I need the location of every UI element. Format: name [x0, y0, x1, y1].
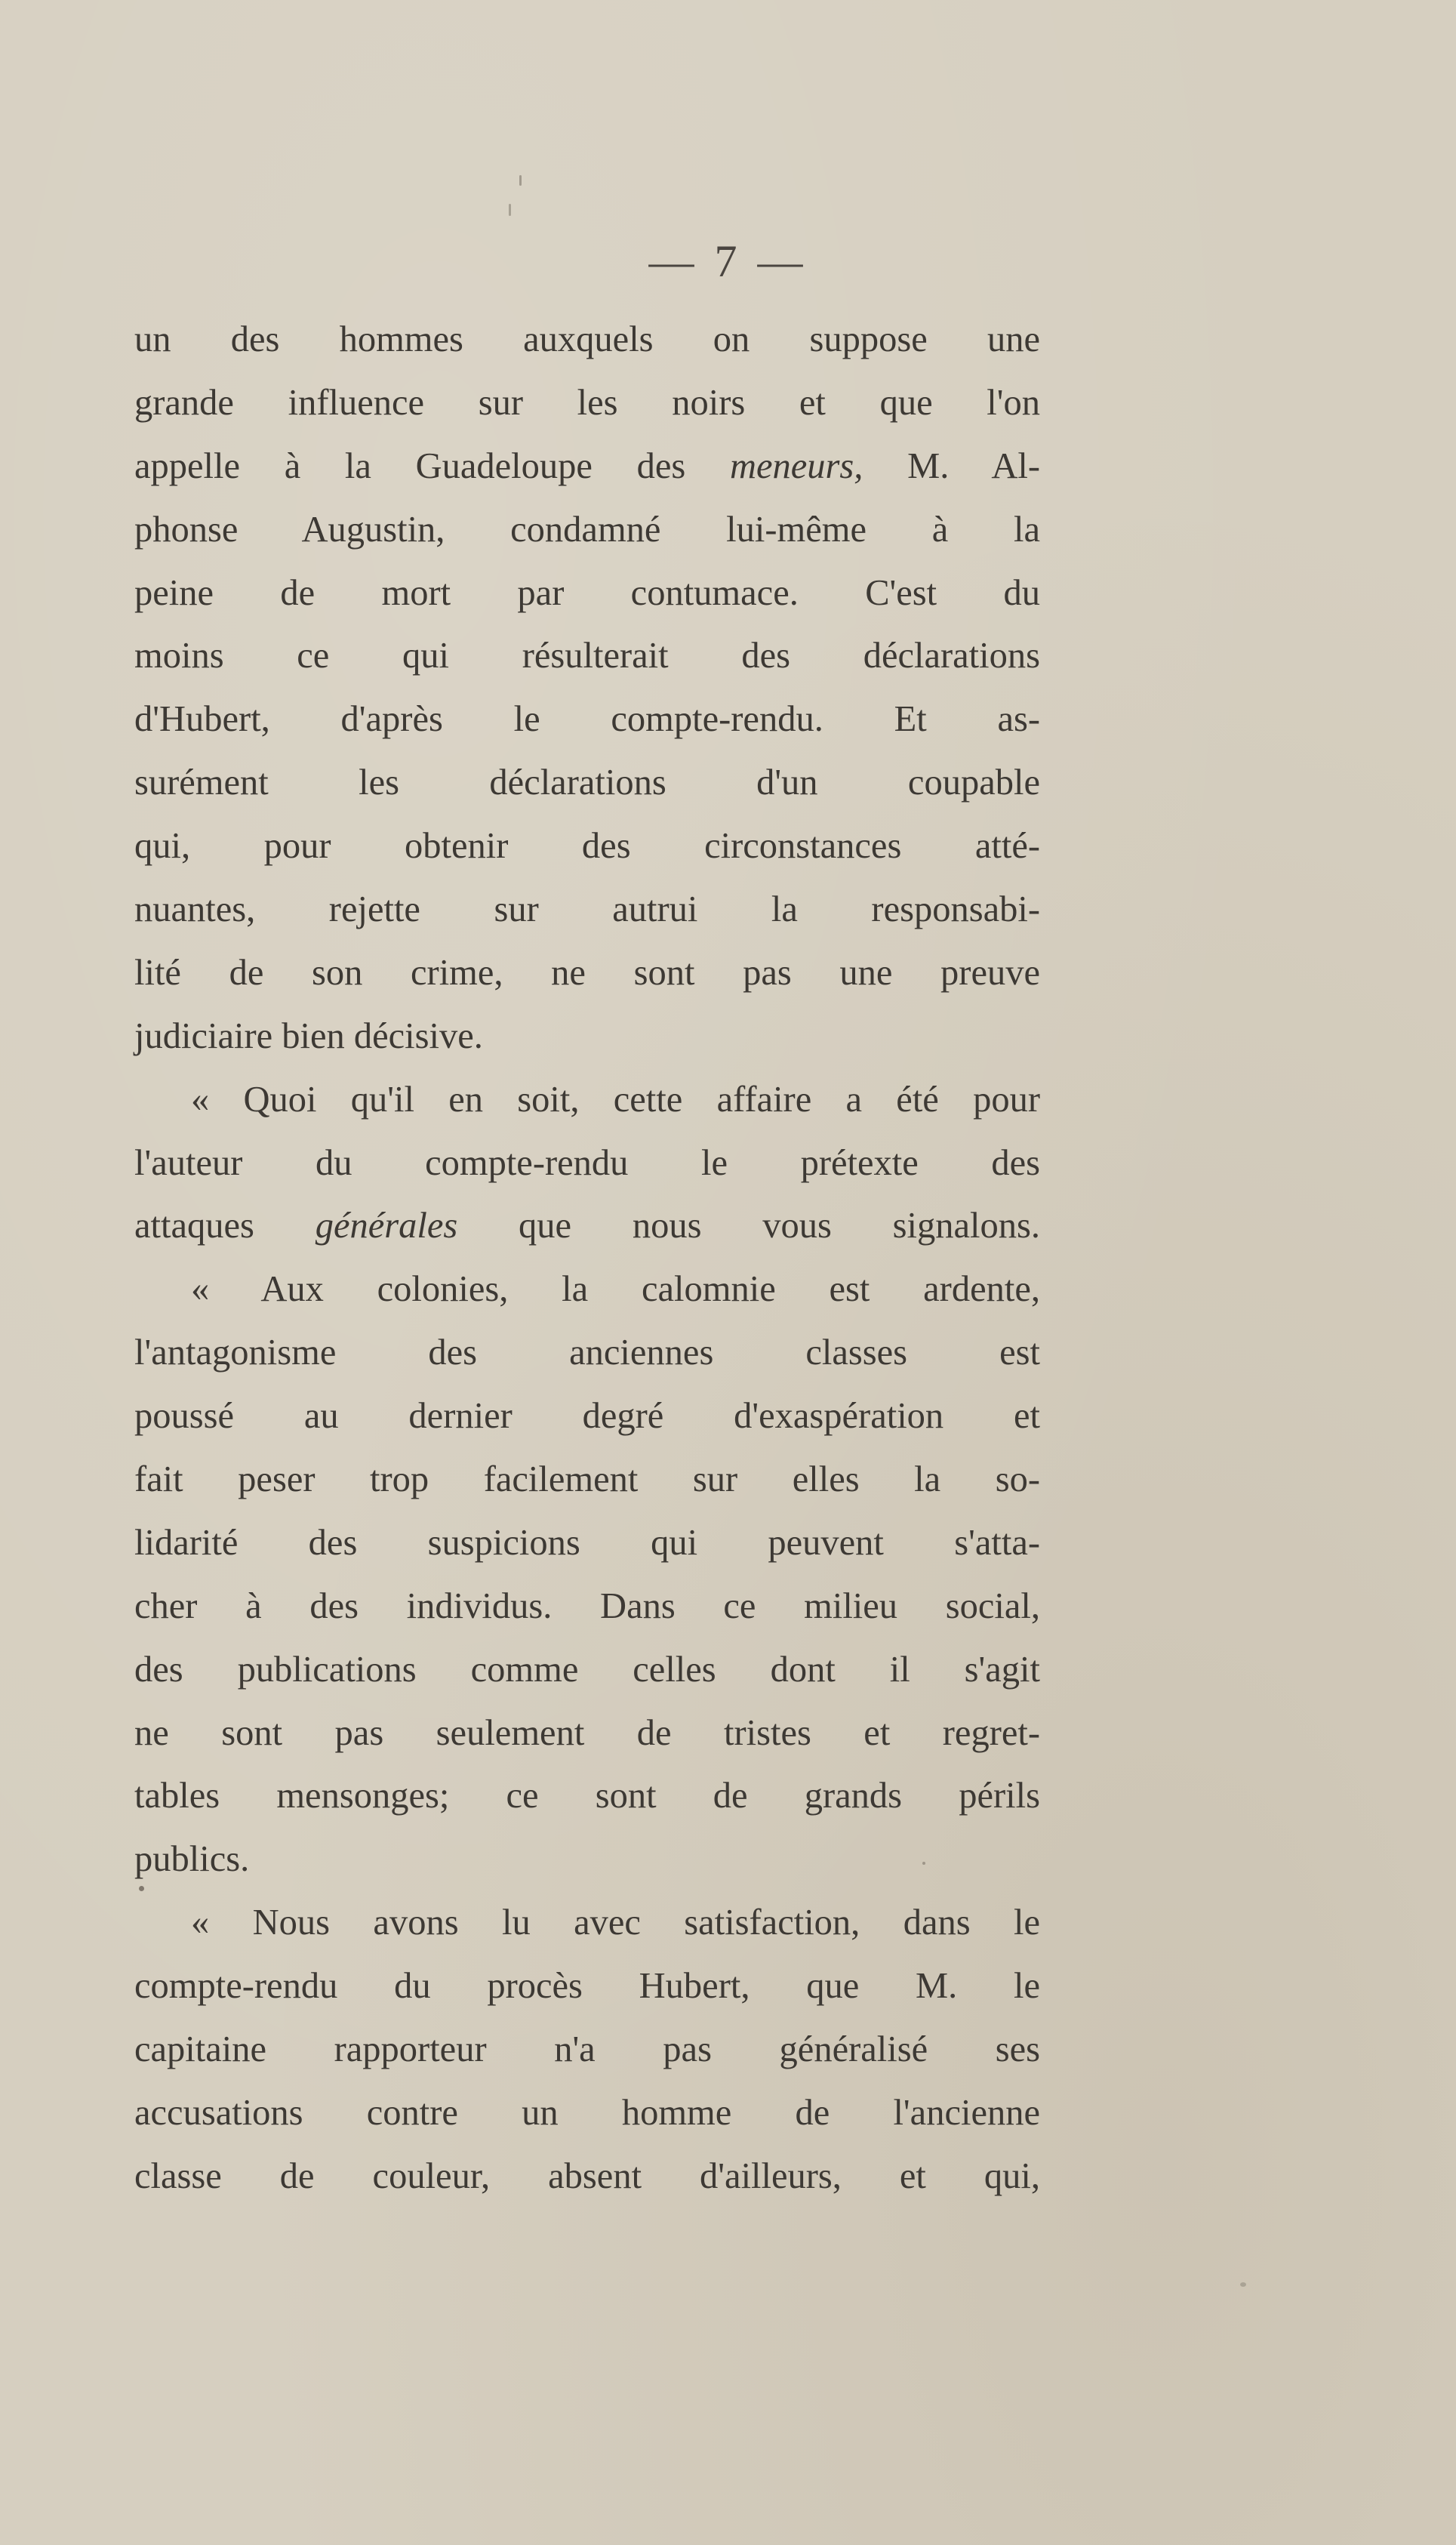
text-line: moins ce qui résulterait des déclarations: [134, 636, 1040, 676]
text-line: des publications comme celles dont il s'agit: [134, 1649, 1040, 1690]
text-line: capitaine rapporteur n'a pas généralisé ses: [134, 2029, 1040, 2070]
paper-speck: [139, 1886, 144, 1891]
text-line: l'auteur du compte-rendu le prétexte des: [134, 1142, 1040, 1183]
text-line: [134, 1194, 1040, 1258]
text-line: compte-rendu du procès Hubert, que M. le: [134, 1966, 1040, 2007]
text-line: un des hommes auxquels on suppose une: [134, 319, 1040, 359]
text-line: [134, 435, 1040, 498]
text-line-segment: attaques: [134, 1206, 316, 1246]
paper-speck: [509, 204, 511, 216]
text-line-segment: M. Al-: [863, 445, 1040, 486]
text-line: l'antagonisme des anciennes classes est: [134, 1333, 1040, 1373]
text-line: d'Hubert, d'après le compte-rendu. Et as-: [134, 699, 1040, 740]
text-line-segment: que nous vous signalons.: [457, 1206, 1040, 1246]
body-text: [134, 308, 1040, 2208]
text-line: tables mensonges; ce sont de grands périls: [134, 1776, 1040, 1816]
text-line: fait peser trop facilement sur elles la so-: [134, 1459, 1040, 1500]
text-line: poussé au dernier degré d'exaspération et: [134, 1396, 1040, 1437]
text-line: « Aux colonies, la calomnie est ardente,: [191, 1269, 1040, 1310]
text-line: qui, pour obtenir des circonstances atté-: [134, 826, 1040, 867]
text-line-segment: appelle à la Guadeloupe des: [134, 445, 730, 486]
text-line: peine de mort par contumace. C'est du: [134, 572, 1040, 613]
text-line: classe de couleur, absent d'ailleurs, et qui,: [134, 2155, 1040, 2196]
text-line: cher à des individus. Dans ce milieu social,: [134, 1585, 1040, 1626]
text-line: ne sont pas seulement de tristes et regret-: [134, 1712, 1040, 1753]
text-line: phonse Augustin, condamné lui-même à la: [134, 509, 1040, 550]
paper-speck: [1240, 2282, 1246, 2287]
text-line: grande influence sur les noirs et que l'on: [134, 382, 1040, 423]
text-line: « Quoi qu'il en soit, cette affaire a été pour: [191, 1079, 1040, 1120]
text-line: accusations contre un homme de l'ancienne: [134, 2092, 1040, 2133]
text-line: judiciaire bien décisive.: [134, 1015, 483, 1056]
text-line: publics.: [134, 1839, 250, 1880]
paper-speck: [519, 175, 522, 186]
text-line: « Nous avons lu avec satisfaction, dans le: [191, 1903, 1040, 1943]
text-line: lidarité des suspicions qui peuvent s'atta-: [134, 1522, 1040, 1563]
text-line-italic: meneurs,: [729, 445, 863, 486]
text-line-italic: générales: [315, 1206, 458, 1246]
page-number: — 7 —: [648, 236, 808, 286]
text-line: nuantes, rejette sur autrui la responsabi-: [134, 889, 1040, 930]
text-line: lité de son crime, ne sont pas une preuve: [134, 952, 1040, 993]
text-line: surément les déclarations d'un coupable: [134, 763, 1040, 803]
paper-speck: [922, 1862, 925, 1865]
